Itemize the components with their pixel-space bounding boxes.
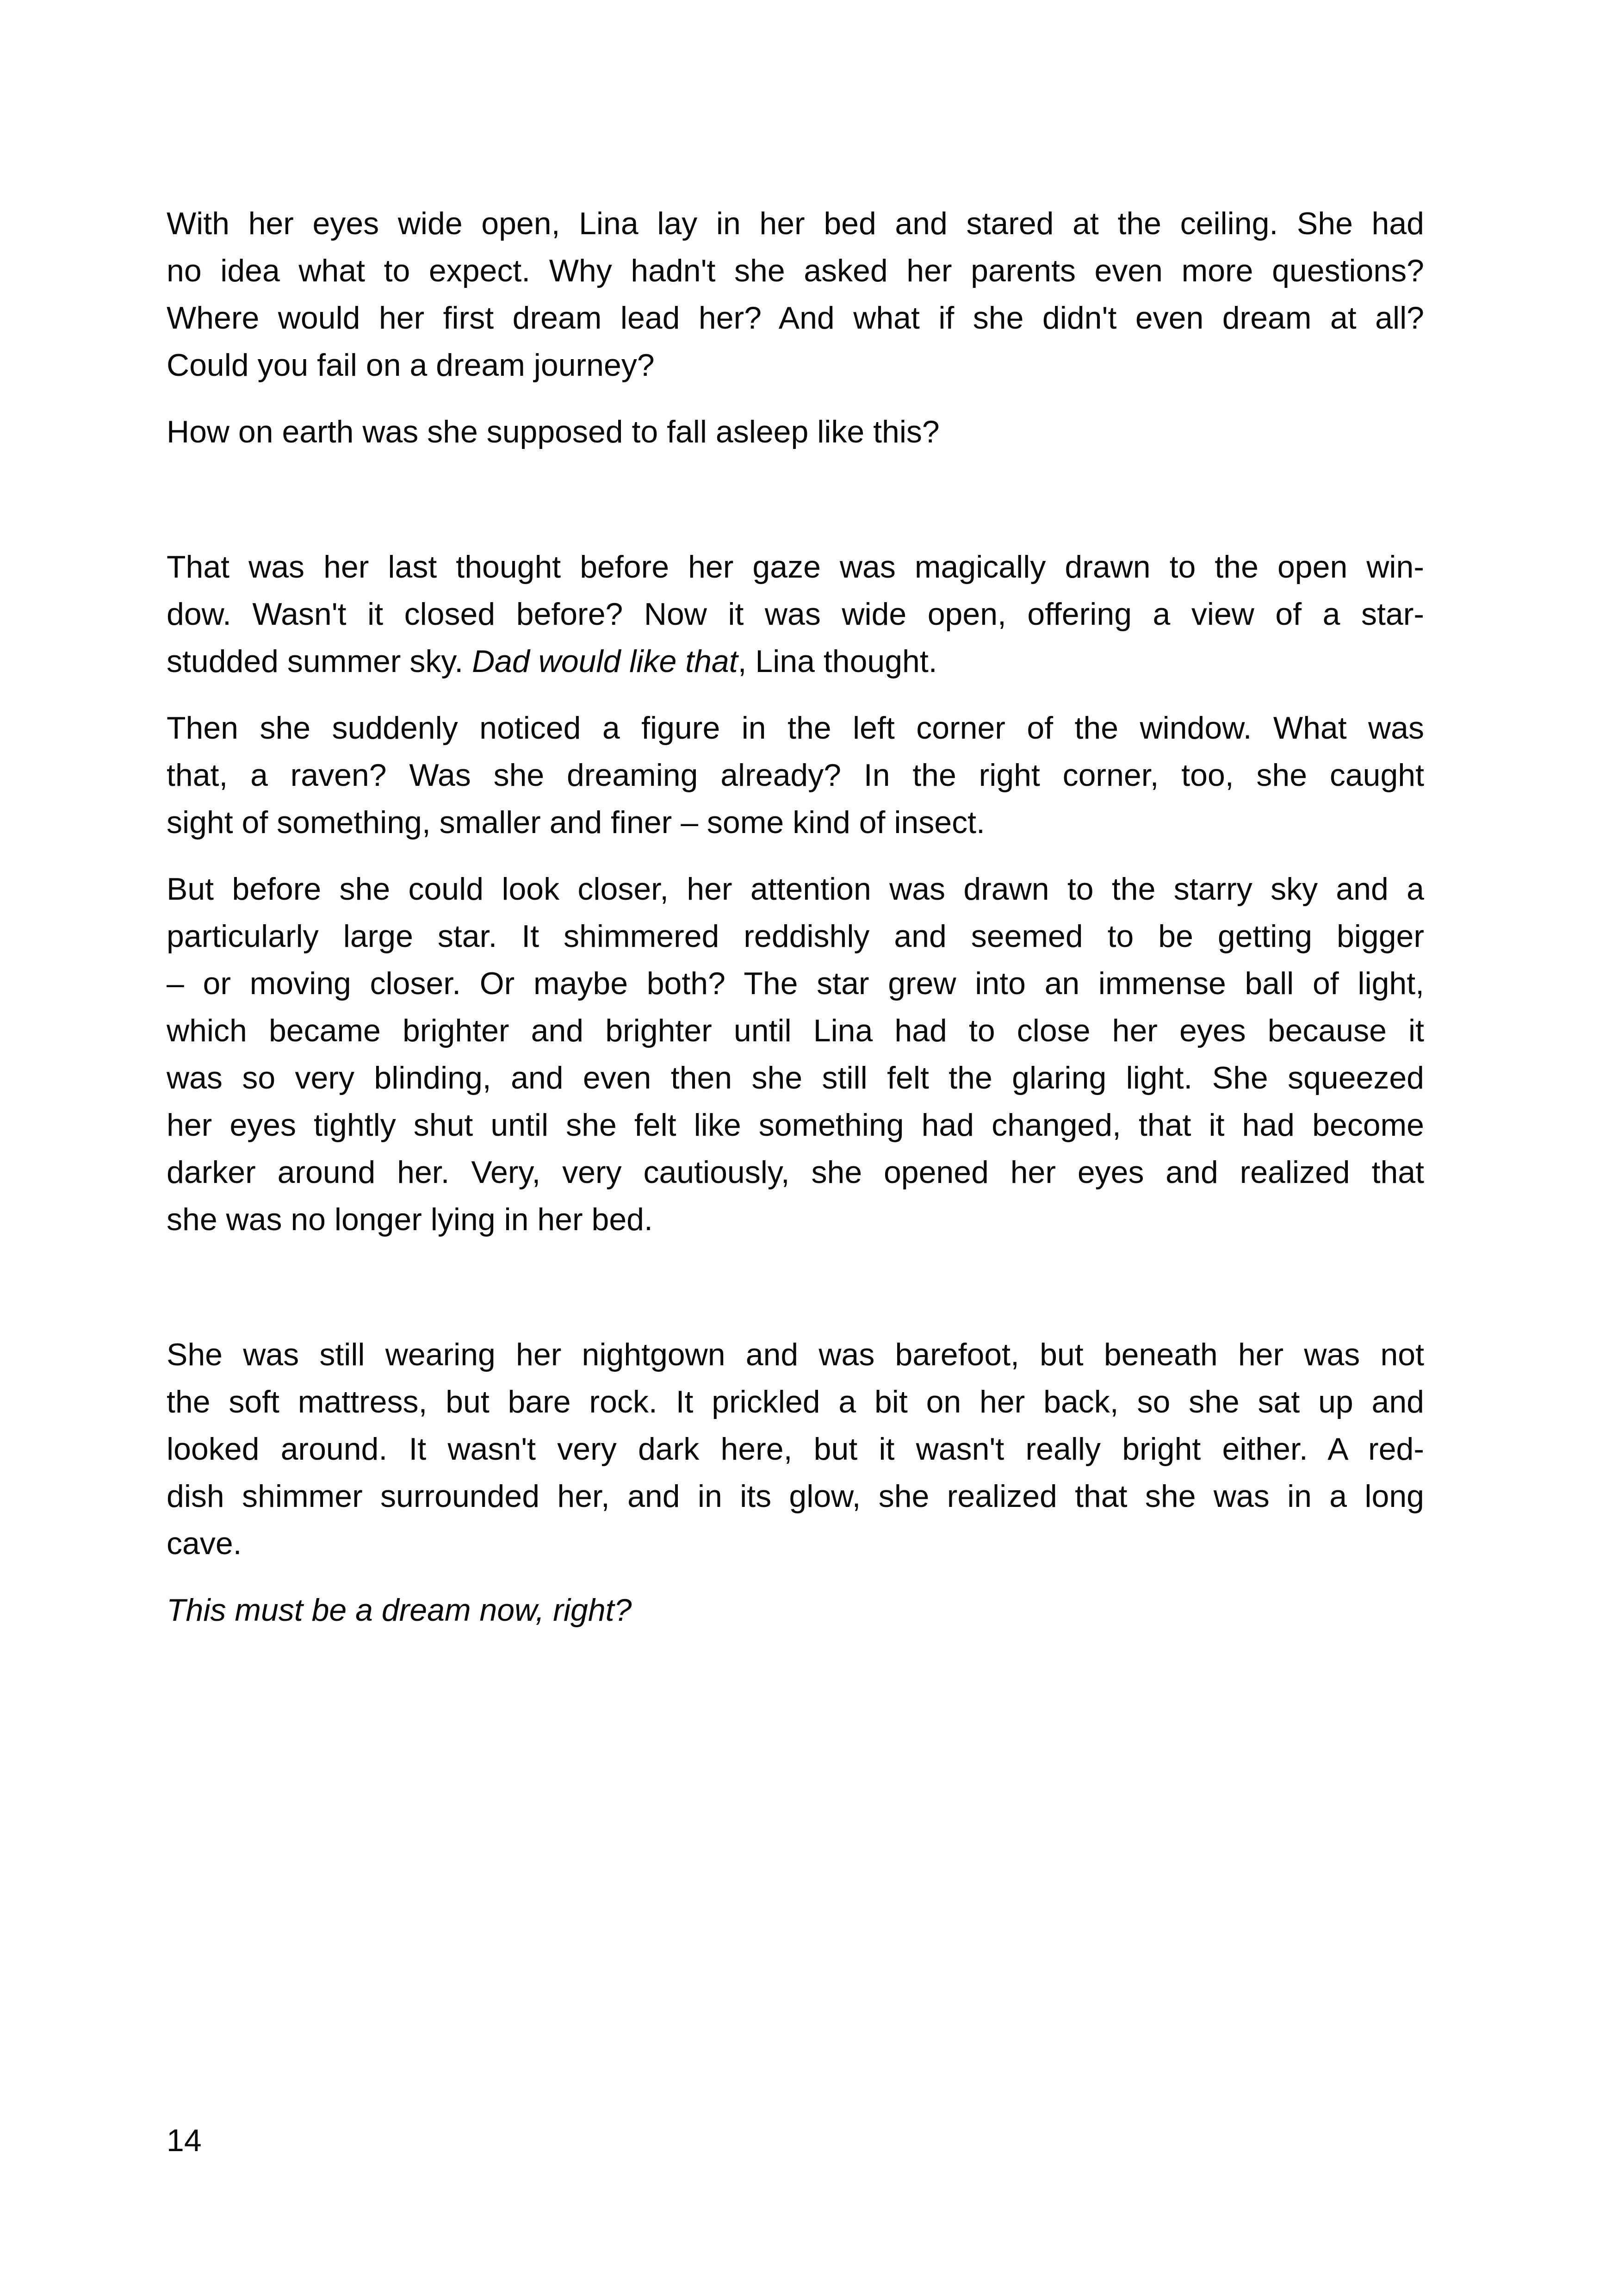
text-line: But before she could look closer, her attention was drawn to the starry sky and a <box>167 871 1424 907</box>
page-number: 14 <box>167 2123 202 2158</box>
text-line: her eyes tightly shut until she felt like something had changed, that it had become <box>167 1108 1424 1143</box>
text-line: This must be a dream now, right? <box>167 1593 632 1628</box>
text-line: which became brighter and brighter until Lina had to close her eyes because it <box>167 1013 1424 1048</box>
paragraph <box>167 1587 1424 1634</box>
text-line: was so very blinding, and even then she still felt the glaring light. She squeezed <box>167 1060 1424 1095</box>
text-line: that, a raven? Was she dreaming already? In the right corner, too, she caught <box>167 758 1424 793</box>
text-line: particularly large star. It shimmered reddishly and seemed to be getting bigger <box>167 919 1424 954</box>
text-line: – or moving closer. Or maybe both? The star grew into an immense ball of light, <box>167 966 1424 1001</box>
text-line: looked around. It wasn't very dark here, but it wasn't really bright either. A red- <box>167 1431 1424 1467</box>
text-line: cave. <box>167 1526 242 1561</box>
paragraph <box>167 200 1424 389</box>
text-line: the soft mattress, but bare rock. It prickled a bit on her back, so she sat up and <box>167 1384 1424 1419</box>
text-line: She was still wearing her nightgown and was barefoot, but beneath her was not <box>167 1337 1424 1372</box>
text-line: no idea what to expect. Why hadn't she asked her parents even more questions? <box>167 253 1424 288</box>
paragraph <box>167 1331 1424 1567</box>
text-line: darker around her. Very, very cautiously, she opened her eyes and realized that <box>167 1155 1424 1190</box>
paragraph <box>167 543 1424 685</box>
text-line: Where would her first dream lead her? And what if she didn't even dream at all? <box>167 300 1424 336</box>
text-line: dow. Wasn't it closed before? Now it was wide open, offering a view of a star- <box>167 597 1424 632</box>
text-line: Could you fail on a dream journey? <box>167 348 655 383</box>
text-line: With her eyes wide open, Lina lay in her bed and stared at the ceiling. She had <box>167 206 1424 241</box>
paragraph <box>167 704 1424 846</box>
text-line: studded summer sky. Dad would like that, Lina thought. <box>167 644 937 679</box>
text-line: she was no longer lying in her bed. <box>167 1202 653 1237</box>
text-line: Then she suddenly noticed a figure in the left corner of the window. What was <box>167 710 1424 746</box>
text-line: dish shimmer surrounded her, and in its glow, she realized that she was in a long <box>167 1479 1424 1514</box>
body-text <box>167 200 1424 1634</box>
paragraph <box>167 865 1424 1243</box>
text-line: sight of something, smaller and finer – some kind of insect. <box>167 805 985 840</box>
text-line: How on earth was she supposed to fall asleep like this? <box>167 414 940 449</box>
paragraph <box>167 408 1424 455</box>
text-line: That was her last thought before her gaze was magically drawn to the open win- <box>167 549 1424 585</box>
